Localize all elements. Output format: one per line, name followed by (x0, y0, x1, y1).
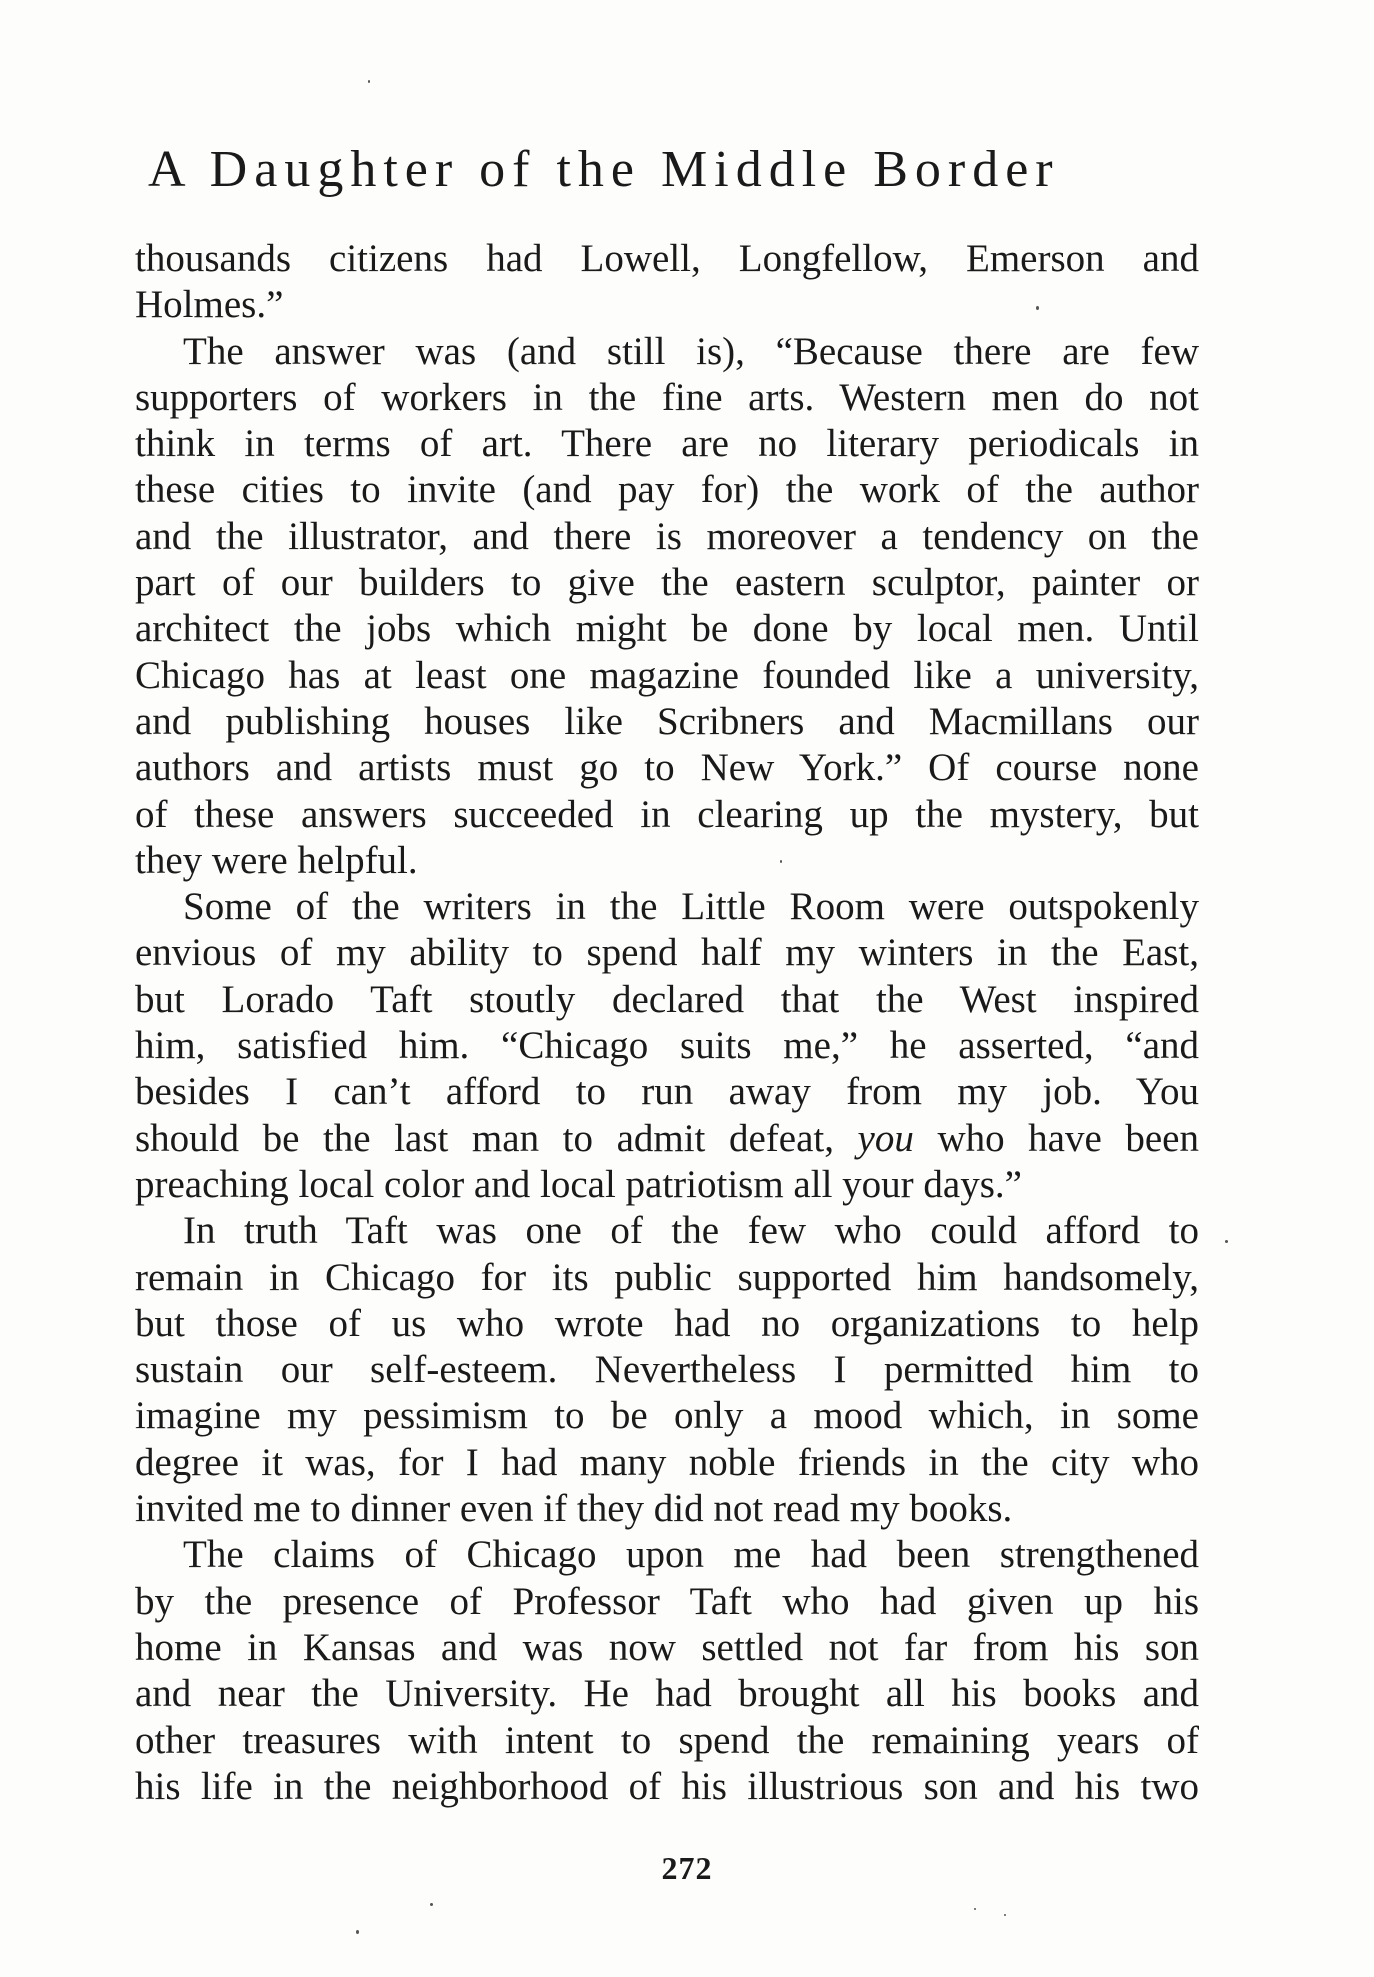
text-line: but those of us who wrote had no organizations to help (135, 1301, 1199, 1345)
text-line: they were helpful. (135, 838, 418, 882)
scan-speck (356, 1930, 359, 1934)
text-line: part of our builders to give the eastern sculptor, painter or (135, 561, 1199, 605)
text-line: and the illustrator, and there is moreover a tendency on the (135, 514, 1199, 558)
body-text (135, 236, 1199, 1810)
scan-speck (1004, 1914, 1006, 1916)
text-line: home in Kansas and was now settled not far from his son (135, 1625, 1199, 1669)
paragraph-start-line: In truth Taft was one of the few who could afford to (183, 1209, 1199, 1253)
text-line: his life in the neighborhood of his illustrious son and his two (135, 1764, 1199, 1808)
italic-word: you (857, 1116, 914, 1160)
text-line: and near the University. He had brought all his books and (135, 1672, 1199, 1716)
scan-speck (974, 1908, 976, 1910)
text-line-with-italic (135, 1116, 1199, 1162)
paragraph-start-line: Some of the writers in the Little Room were outspokenly (183, 885, 1199, 929)
text-line: him, satisfied him. “Chicago suits me,” he asserted, “and (135, 1024, 1199, 1068)
text-line: preaching local color and local patriotism all your days.” (135, 1162, 1022, 1206)
text-line: by the presence of Professor Taft who had given up his (135, 1579, 1199, 1623)
text-line: but Lorado Taft stoutly declared that the West inspired (135, 977, 1199, 1021)
text-line: supporters of workers in the fine arts. Western men do not (135, 375, 1199, 419)
text-line: sustain our self-esteem. Nevertheless I permitted him to (135, 1348, 1199, 1392)
text-line: authors and artists must go to New York.” Of course none (135, 746, 1199, 790)
text-line: think in terms of art. There are no literary periodicals in (135, 422, 1199, 466)
text-segment: who have been (937, 1116, 1199, 1160)
text-line: architect the jobs which might be done by local men. Until (135, 607, 1199, 651)
paragraph-start-line: The answer was (and still is), “Because there are few (183, 329, 1199, 373)
page-number: 272 (661, 1850, 713, 1886)
scan-speck (430, 1903, 433, 1906)
text-line: and publishing houses like Scribners and Macmillans our (135, 699, 1199, 743)
text-line: thousands citizens had Lowell, Longfellow, Emerson and (135, 237, 1199, 280)
scan-speck (1036, 306, 1039, 310)
scan-speck (1225, 1240, 1228, 1243)
paragraph-start-line: The claims of Chicago upon me had been strengthened (183, 1533, 1199, 1577)
text-line: Chicago has at least one magazine founded like a university, (135, 653, 1199, 697)
text-line: of these answers succeeded in clearing up the mystery, but (135, 792, 1199, 836)
text-line: Holmes.” (135, 283, 284, 327)
text-line: these cities to invite (and pay for) the work of the author (135, 468, 1199, 512)
text-line: degree it was, for I had many noble friends in the city who (135, 1440, 1199, 1484)
text-segment: should be the last man to admit defeat, (135, 1116, 834, 1160)
running-head: A Daughter of the Middle Border (148, 141, 1060, 198)
scan-speck (368, 80, 370, 83)
text-line: envious of my ability to spend half my winters in the East, (135, 931, 1199, 975)
text-line: invited me to dinner even if they did not read my books. (135, 1487, 1013, 1531)
text-line: imagine my pessimism to be only a mood which, in some (135, 1394, 1199, 1438)
text-line: besides I can’t afford to run away from my job. You (135, 1070, 1199, 1114)
text-line: other treasures with intent to spend the remaining years of (135, 1718, 1199, 1762)
text-line: remain in Chicago for its public supported him handsomely, (135, 1255, 1199, 1299)
scan-speck (780, 860, 782, 863)
